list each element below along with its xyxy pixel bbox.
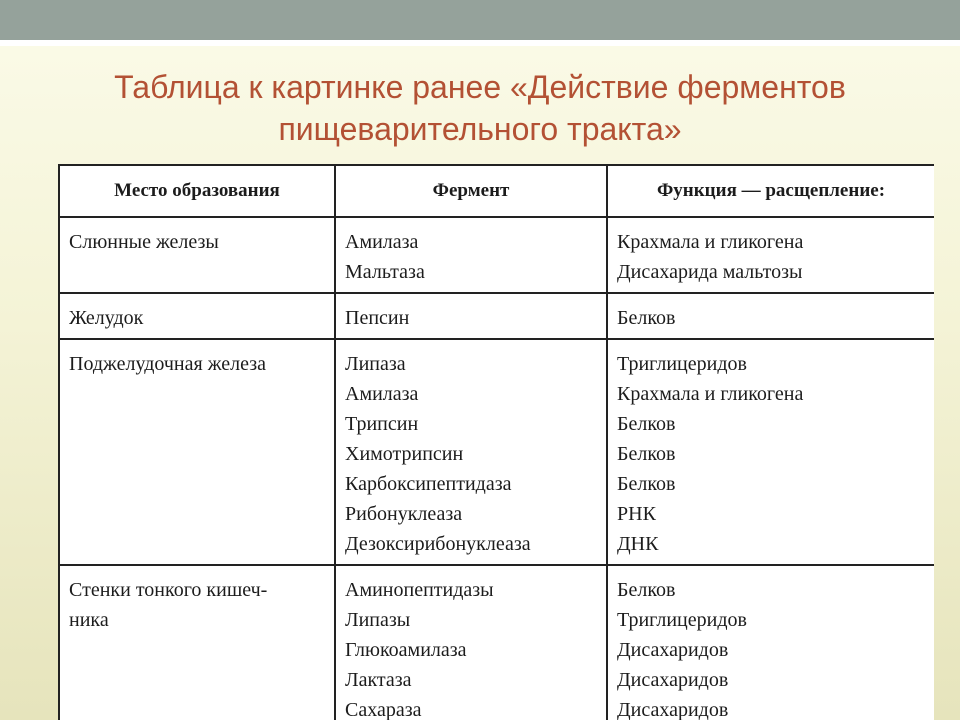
cell-place <box>59 293 335 339</box>
cell-line: Белков <box>617 443 676 465</box>
cell-line: Лактаза <box>345 669 412 691</box>
enzyme-table-container <box>58 164 934 720</box>
cell-line: Липаза <box>345 353 406 375</box>
cell-enzymes <box>335 293 607 339</box>
cell-line: Пепсин <box>345 307 410 329</box>
cell-line: Белков <box>617 473 676 495</box>
cell-line: Глюкоамилаза <box>345 639 467 661</box>
cell-line: Крахмала и гликогена <box>617 231 804 253</box>
slide-title-line-1: Таблица к картинке ранее «Действие ферментов <box>114 69 846 105</box>
table-row <box>59 565 934 720</box>
cell-enzymes <box>335 565 607 720</box>
cell-functions <box>607 217 934 293</box>
cell-line: Белков <box>617 307 676 329</box>
cell-line: Аминопептидазы <box>345 579 494 601</box>
header-function: Функция — расщепление: <box>607 165 934 217</box>
cell-line: Дисахаридов <box>617 699 729 720</box>
cell-place <box>59 565 335 720</box>
cell-line: Амилаза <box>345 231 419 253</box>
cell-place <box>59 217 335 293</box>
cell-line: Желудок <box>69 307 144 329</box>
cell-line: ника <box>69 609 109 631</box>
cell-line: Слюнные железы <box>69 231 219 253</box>
cell-functions <box>607 339 934 565</box>
cell-line: Крахмала и гликогена <box>617 383 804 405</box>
cell-line: Трипсин <box>345 413 419 435</box>
header-enzyme: Фермент <box>335 165 607 217</box>
cell-line: ДНК <box>617 533 659 555</box>
cell-line: Карбоксипептидаза <box>345 473 512 495</box>
cell-line: Дезоксирибонуклеаза <box>345 533 531 555</box>
cell-line: Триглицеридов <box>617 609 747 631</box>
cell-line: Поджелудочная железа <box>69 353 267 375</box>
slide-title <box>0 66 960 150</box>
cell-line: Дисахаридов <box>617 669 729 691</box>
cell-enzymes <box>335 217 607 293</box>
cell-functions <box>607 565 934 720</box>
cell-line: Амилаза <box>345 383 419 405</box>
cell-line: Рибонуклеаза <box>345 503 463 525</box>
cell-line: Стенки тонкого кишеч- <box>69 579 268 601</box>
cell-line: Липазы <box>345 609 411 631</box>
cell-enzymes <box>335 339 607 565</box>
table-header-row <box>59 165 934 217</box>
cell-line: Белков <box>617 413 676 435</box>
cell-line: Белков <box>617 579 676 601</box>
slide-title-line-2: пищеварительного тракта» <box>278 111 682 147</box>
cell-line: Мальтаза <box>345 261 425 283</box>
table-row <box>59 217 934 293</box>
top-accent-bar <box>0 0 960 40</box>
top-accent-rule <box>0 40 960 46</box>
cell-line: Сахараза <box>345 699 422 720</box>
cell-place <box>59 339 335 565</box>
table-row <box>59 293 934 339</box>
cell-line: Триглицеридов <box>617 353 747 375</box>
cell-line: Химотрипсин <box>345 443 464 465</box>
enzyme-table <box>58 164 934 720</box>
cell-line: РНК <box>617 503 656 525</box>
cell-functions <box>607 293 934 339</box>
cell-line: Дисахаридов <box>617 639 729 661</box>
header-place: Место образования <box>59 165 335 217</box>
cell-line: Дисахарида мальтозы <box>617 261 803 283</box>
table-row <box>59 339 934 565</box>
